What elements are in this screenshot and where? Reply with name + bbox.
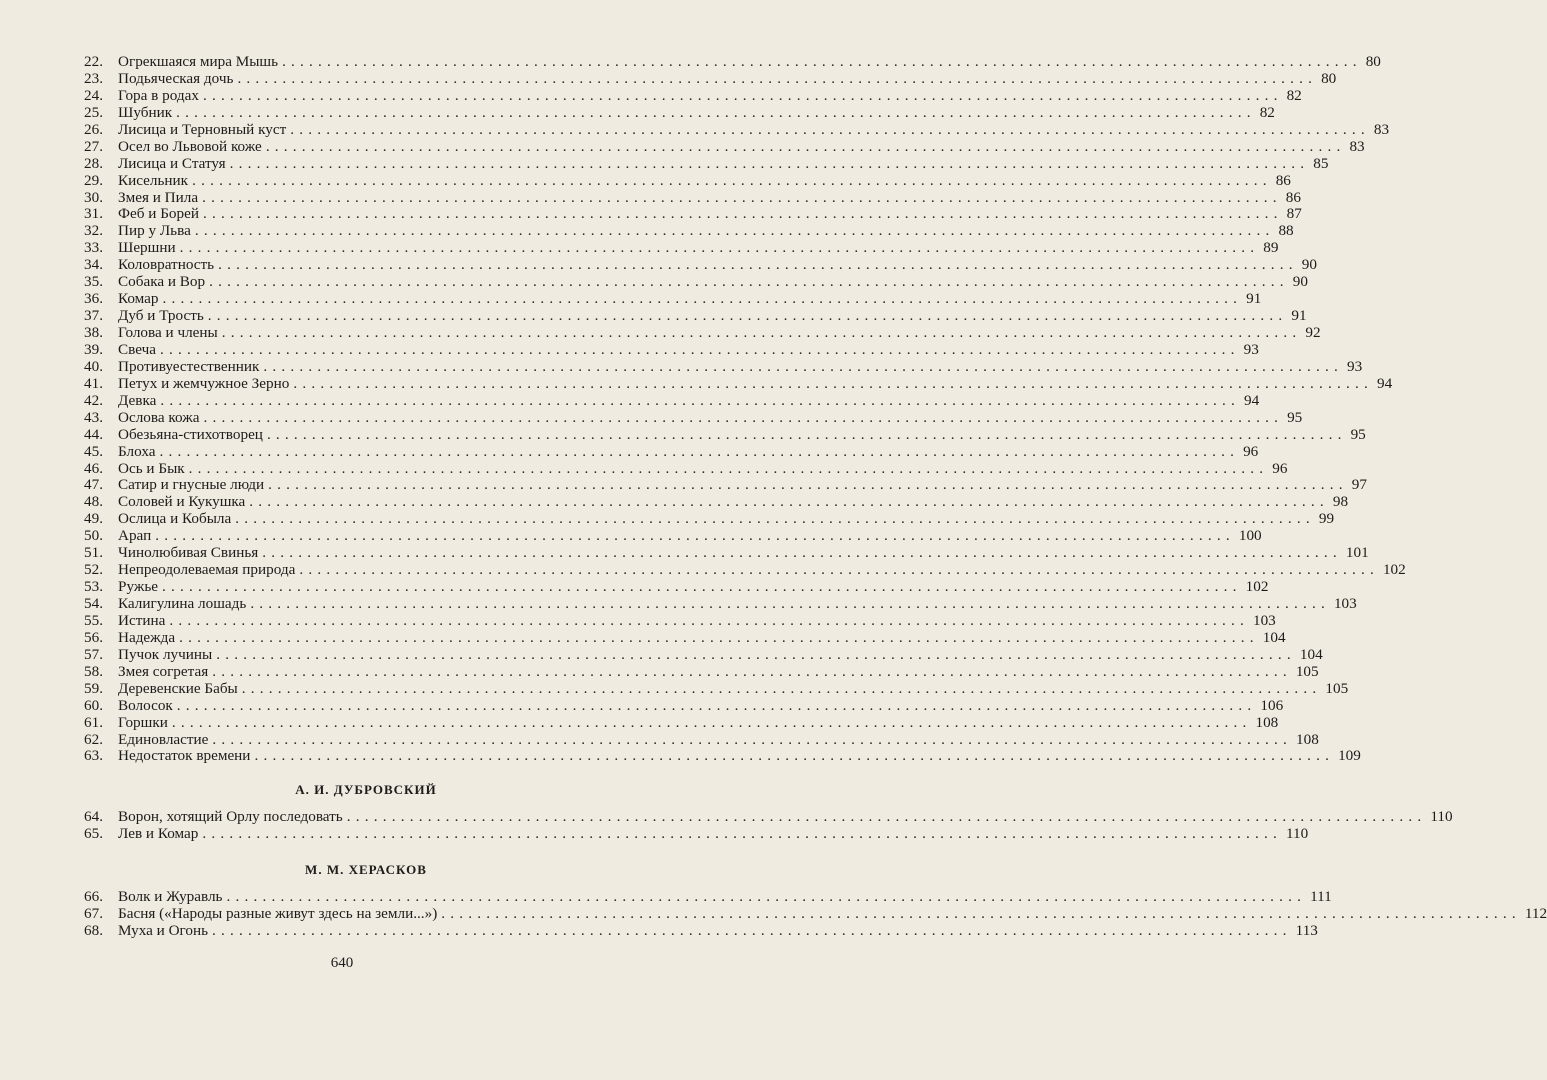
section-heading: А. И. ДУБРОВСКИЙ (295, 782, 437, 797)
toc-entry: 53. Ружье ........................................................................................................................ 102 (84, 578, 1269, 596)
toc-entry: 22. Огрекшаяся мира Мышь ........................................................................................................................ 80 (84, 53, 1381, 70)
toc-entry: 35. Собака и Вор ........................................................................................................................ 90 (84, 273, 1308, 291)
toc-entry: 31. Феб и Борей ........................................................................................................................ 87 (84, 205, 1302, 223)
toc-entry: 54. Калигулина лошадь ........................................................................................................................ 103 (84, 595, 1357, 612)
toc-entry: 67. Басня («Народы разные живут здесь на земли...») ........................................................................................................................ 112 (84, 904, 1547, 922)
toc-entry: 39. Свеча ........................................................................................................................ 93 (84, 340, 1259, 358)
toc-entry: 64. Ворон, хотящий Орлу последовать ........................................................................................................................ 110 (84, 808, 1453, 825)
toc-entry: 38. Голова и члены ........................................................................................................................ 92 (84, 324, 1321, 341)
toc-entry: 59. Деревенские Бабы ........................................................................................................................ 105 (84, 679, 1349, 697)
toc-entry: 56. Надежда ........................................................................................................................ 104 (84, 628, 1286, 646)
toc-entry: 28. Лисица и Статуя ........................................................................................................................ 85 (84, 154, 1329, 172)
toc-entry: 37. Дуб и Трость ........................................................................................................................ 91 (84, 307, 1307, 325)
toc-section-1 (84, 53, 1406, 765)
toc-entry: 47. Сатир и гнусные люди ........................................................................................................................ 97 (84, 476, 1367, 494)
toc-entry: 26. Лисица и Терновный куст ........................................................................................................................ 83 (84, 120, 1390, 138)
toc-entry: 63. Недостаток времени ........................................................................................................................ 109 (84, 747, 1361, 765)
toc-entry: 49. Ослица и Кобыла ........................................................................................................................ 99 (84, 510, 1335, 528)
toc-entry: 24. Гора в родах ........................................................................................................................ 82 (84, 86, 1302, 104)
toc-entry: 27. Осел во Львовой коже ........................................................................................................................ 83 (84, 137, 1365, 155)
toc-entry: 23. Подьяческая дочь ........................................................................................................................ 80 (84, 69, 1337, 87)
toc-section-3 (84, 888, 1547, 940)
toc-entry: 60. Волосок ........................................................................................................................ 106 (84, 696, 1284, 714)
toc-entry: 58. Змея согретая ........................................................................................................................ 105 (84, 662, 1319, 680)
toc-entry: 36. Комар ........................................................................................................................ 91 (84, 290, 1262, 308)
toc-entry: 68. Муха и Огонь ........................................................................................................................ 113 (84, 921, 1318, 939)
toc-entry: 50. Арап ........................................................................................................................ 100 (84, 527, 1262, 545)
toc-section-2 (84, 808, 1453, 843)
toc-entry: 33. Шершни ........................................................................................................................ 89 (84, 239, 1279, 257)
section-heading: М. М. ХЕРАСКОВ (305, 862, 427, 877)
toc-entry: 42. Девка ........................................................................................................................ 94 (84, 391, 1260, 409)
toc-entry: 32. Пир у Льва ........................................................................................................................ 88 (84, 222, 1294, 240)
toc-entry: 44. Обезьяна-стихотворец ........................................................................................................................ 95 (84, 425, 1366, 443)
toc-entry: 25. Шубник ........................................................................................................................ 82 (84, 103, 1275, 121)
toc-entry: 65. Лев и Комар ........................................................................................................................ 110 (84, 824, 1309, 842)
toc-entry: 48. Соловей и Кукушка ........................................................................................................................ 98 (84, 493, 1349, 511)
toc-entry: 51. Чинолюбивая Свинья ........................................................................................................................ 101 (84, 544, 1369, 562)
toc-entry: 66. Волк и Журавль ........................................................................................................................ 111 (84, 888, 1332, 905)
toc-entry: 40. Противуестественник ........................................................................................................................ 93 (84, 357, 1363, 375)
toc-entry: 43. Ослова кожа ........................................................................................................................ 95 (84, 408, 1303, 426)
toc-entry: 61. Горшки ........................................................................................................................ 108 (84, 713, 1279, 731)
toc-entry: 52. Непреодолеваемая природа ........................................................................................................................ 102 (84, 561, 1406, 579)
toc-entry: 55. Истина ........................................................................................................................ 103 (84, 611, 1276, 629)
toc-entry: 46. Ось и Бык ........................................................................................................................ 96 (84, 459, 1288, 477)
toc-entry: 57. Пучок лучины ........................................................................................................................ 104 (84, 645, 1323, 663)
toc-entry: 41. Петух и жемчужное Зерно ........................................................................................................................ 94 (84, 374, 1393, 392)
toc-entry: 62. Единовластие ........................................................................................................................ 108 (84, 730, 1319, 748)
toc-entry: 34. Коловратность ........................................................................................................................ 90 (84, 256, 1317, 274)
page-number: 640 (330, 955, 354, 971)
toc-entry: 30. Змея и Пила ........................................................................................................................ 86 (84, 188, 1301, 206)
toc-entry: 45. Блоха ........................................................................................................................ 96 (84, 442, 1259, 460)
toc-entry: 29. Кисельник ........................................................................................................................ 86 (84, 171, 1291, 189)
